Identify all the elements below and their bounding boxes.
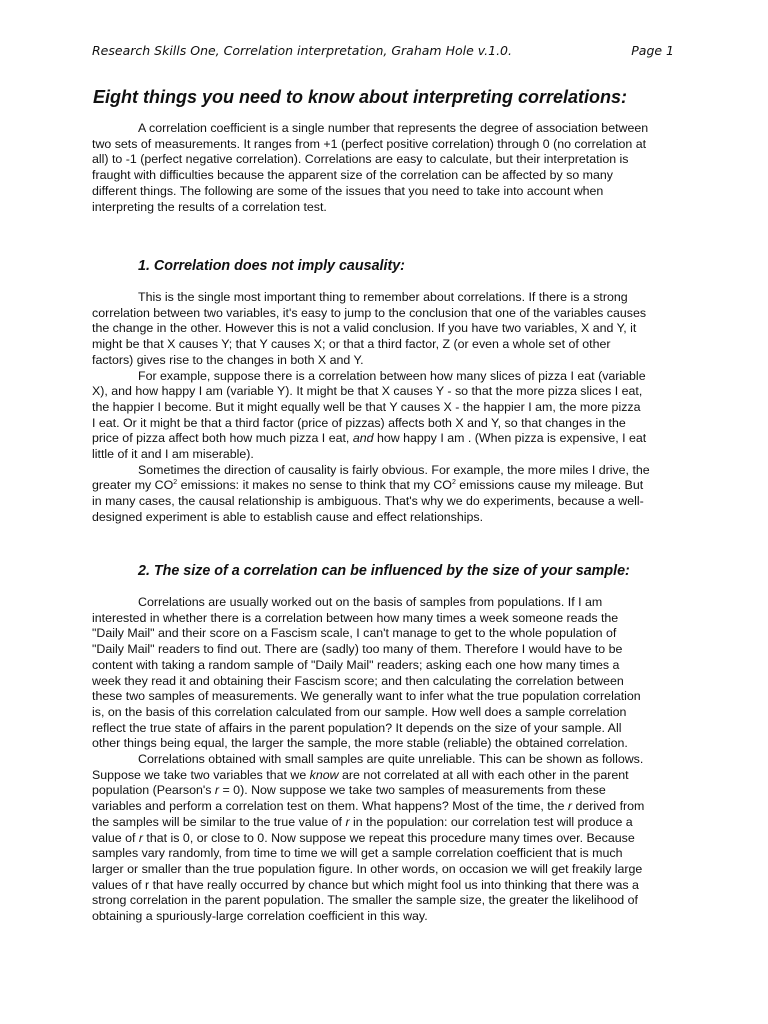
- text-run: are not correlated at all with each other in the parent population (Pearson's: [92, 767, 629, 798]
- variable-r: r: [138, 830, 143, 845]
- variable-r: r: [214, 783, 220, 798]
- emphasis-text: and: [352, 431, 374, 446]
- section-1-paragraph-3: [92, 463, 676, 526]
- text-run: that is 0, or close to 0. Now suppose we repeat this procedure many times over. Because samples vary randomly, from time to time we will get a sample correlation coefficient that is much larger or smaller than the true population figure. In other words, on occasion we will get freakily large values of r that have really occurred by chance but which might fool us into thinking that there was a strong correlation in the parent population. The smaller the sample size, the greater the likelihood of obtaining a spuriously-large correlation coefficient in this way.: [92, 830, 643, 924]
- superscript: 2: [173, 479, 178, 487]
- variable-r: r: [567, 799, 573, 814]
- emphasis-text: know: [309, 767, 339, 782]
- section-2-heading: 2. The size of a correlation can be influenced by the size of your sample:: [138, 563, 630, 579]
- text-run: = 0). Now suppose we take two samples of measurements from these variables and perform a correlation test on them. What happens? Most of the time, the: [92, 783, 606, 814]
- page-number: Page 1: [631, 43, 674, 58]
- section-2: [92, 563, 676, 579]
- intro-paragraph: A correlation coefficient is a single number that represents the degree of association between two sets of measurements. It ranges from +1 (perfect positive correlation) through 0 (no correlation at all) to -1 (perfect negative correlation). Correlations are easy to calculate, but their interpretation is fraught with difficulties because the apparent size of the correlation can be affected by so many different things. The following are some of the issues that you need to take into account when interpreting the results of a correlation test.: [92, 121, 649, 214]
- section-2-body: [92, 595, 676, 925]
- text-run: how happy I am . (When pizza is expensive, I eat little of it and I am miserable).: [92, 431, 647, 462]
- document-title: Eight things you need to know about interpreting correlations:: [93, 87, 628, 107]
- section-1-body: [92, 290, 676, 526]
- section-2-paragraph-2: [92, 752, 676, 925]
- header-title: Research Skills One, Correlation interpretation, Graham Hole v.1.0.: [92, 43, 512, 58]
- text-run: emissions: it makes no sense to think that my CO: [177, 478, 452, 493]
- section-1-paragraph-1: This is the single most important thing to remember about correlations. If there is a strong correlation between two variables, it's easy to jump to the conclusion that one of the variables causes the change in the other. However this is not a valid conclusion. If you have two variables, X and Y, it might be that X causes Y; that Y causes X; or that a third factor, Z (or even a whole set of other factors) gives rise to the changes in both X and Y.: [92, 290, 647, 367]
- intro-section: [92, 121, 676, 215]
- superscript: 2: [451, 479, 456, 487]
- section-1-heading: 1. Correlation does not imply causality:: [138, 258, 405, 274]
- text-run: Sometimes the direction of causality is fairly obvious. For example, the more miles I drive, the greater my CO: [92, 462, 650, 493]
- section-1: [92, 258, 676, 274]
- variable-r: r: [345, 814, 350, 829]
- section-2-paragraph-1: Correlations are usually worked out on the basis of samples from populations. If I am interested in whether there is a correlation between how many times a week someone reads the "Daily Mail" and their score on a Fascism scale, I can't manage to get to the whole population of "Daily Mail" readers to find out. There are (sadly) too many of them. Therefore I would have to be content with taking a random sample of "Daily Mail" readers; asking each one how many times a week they read it and obtaining their Fascism score; and then calculating the correlation between these two samples of measurements. We generally want to infer what the true population correlation is, on the basis of this correlation calculated from our sample. How well does a sample correlation reflect the true state of affairs in the parent population? It depends on the size of your sample. All other things being equal, the larger the sample, the more stable (reliable) the obtained correlation.: [92, 595, 641, 751]
- text-run: For example, suppose there is a correlation between how many slices of pizza I eat (variable X), and how happy I am (variable Y). It might be that X causes Y - so that the more pizza slices I eat, the happier I become. But it might equally well be that Y causes X - the happier I am, the more pizza I eat. Or it might be that a third factor (price of pizzas) affects both X and Y, so that changes in the price of pizza affect both how much pizza I eat,: [92, 368, 646, 446]
- text-run: derived from the samples will be similar to the true value of: [92, 799, 645, 829]
- page-header: [92, 43, 674, 58]
- text-run: in the population: our correlation test will produce a value of: [92, 814, 633, 845]
- text-run: Correlations obtained with small samples are quite unreliable. This can be shown as follows. Suppose we take two variables that we: [92, 752, 644, 782]
- section-1-paragraph-2: [92, 369, 676, 463]
- text-run: emissions cause my mileage. But in many cases, the causal relationship is ambiguous. That's why we do experiments, because a well- designed experiment is able to establish cause and effect relationships.: [92, 478, 644, 524]
